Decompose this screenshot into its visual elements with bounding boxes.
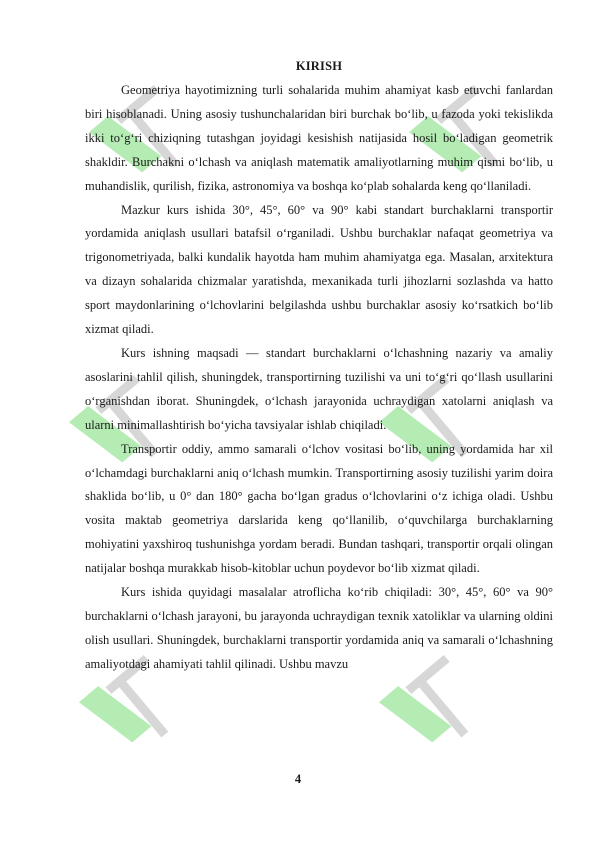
document-body: [85, 56, 553, 677]
paragraph-4: Transportir oddiy, ammo samarali o‘lchov vositasi bo‘lib, uning yordamida har xil o‘lchamdagi burchaklarni aniq o‘lchash mumkin. Transportirning asosiy tuzilishi yarim doira shaklida bo‘lib, u 0° dan 180° gacha bo‘lgan gradus o‘lchovlarini o‘z ichiga oladi. Ushbu vosita maktab geometriya darslarida keng qo‘llanilib, o‘quvchilarga burchaklarning mohiyatini yaxshiroq tushunishga yordam beradi. Bundan tashqari, transportir orqali olingan natijalar boshqa murakkab hisob-kitoblar uchun poydevor bo‘lib xizmat qiladi.: [85, 441, 553, 576]
paragraph-3: Kurs ishning maqsadi — standart burchaklarni o‘lchashning nazariy va amaliy asoslarini tahlil qilish, shuningdek, transportirning tuzilishi va uni to‘g‘ri qo‘llash usullarini o‘rganishdan iborat. Shuningdek, o‘lchash jarayonida uchraydigan xatolarni aniqlash va ularni minimallashtirish bo‘yicha tavsiyalar ishlab chiqiladi.: [85, 345, 553, 432]
paragraph-5: Kurs ishida quyidagi masalalar atroflicha ko‘rib chiqiladi: 30°, 45°, 60° va 90° burchaklarni o‘lchash jarayoni, bu jarayonda uchraydigan texnik xatoliklar va ularning oldini olish usullari. Shuningdek, burchaklarni transportir yordamida aniq va samarali o‘lchashning amaliyotdagi ahamiyati tahlil qilinadi. Ushbu mavzu: [85, 585, 553, 671]
page-heading: KIRISH: [295, 59, 343, 73]
paragraph-1: Geometriya hayotimizning turli sohalarida muhim ahamiyat kasb etuvchi fanlardan biri hisoblanadi. Uning asosiy tushunchalaridan biri burchak bo‘lib, u fazoda yoki tekislikda ikki to‘g‘ri chiziqning tutashgan joyidagi kesishish natijasida hosil bo‘ladigan geometrik shakldir. Burchakni o‘lchash va aniqlash matematik amaliyotlarning muhim qismi bo‘lib, u muhandislik, qurilish, fizika, astronomiya va boshqa ko‘plab sohalarda keng qo‘llaniladi.: [85, 83, 553, 193]
page-number: 4: [294, 772, 302, 786]
paragraph-2: Mazkur kurs ishida 30°, 45°, 60° va 90° kabi standart burchaklarni transportir yordamida aniqlash usullari batafsil o‘rganiladi. Ushbu burchaklar nafaqat geometriya va trigonometriyada, balki kundalik hayotda ham muhim ahamiyatga ega. Masalan, arxitektura va dizayn sohalarida chizmalar yaratishda, mexanikada turli jihozlarni sozlashda va hatto sport maydonlarining o‘lchovlarini belgilashda ushbu burchaklar asosiy ko‘rsatkich bo‘lib xizmat qiladi.: [85, 202, 553, 337]
